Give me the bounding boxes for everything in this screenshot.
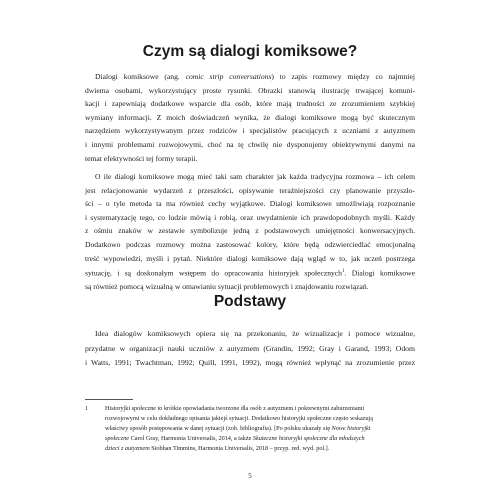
text-line: treść wypowiedzi, myśli i pytań. Niektóre dialogi komiksowe dają wgląd w to, jak uczeń postrzega bbox=[85, 253, 415, 263]
paragraph-basics bbox=[85, 327, 415, 371]
text-line bbox=[85, 265, 415, 280]
paragraph-definition bbox=[85, 70, 415, 165]
text-line: z ośmiu znaków w zestawie symbolizuje jedną z podstawowych umiejętności konwersacyjnych. bbox=[85, 226, 415, 236]
page-number: 5 bbox=[248, 472, 252, 480]
text-line: O ile dialogi komiksowe mogą mieć taki sam charakter jak każda tradycyjna rozmowa – ich celem bbox=[95, 172, 415, 181]
text-line: i systematyzację tego, co ludzie mówią i robią, oraz uwydatnienie ich prawdopodobnych myśli. Każdy bbox=[85, 212, 415, 222]
text-run: Carol Gray, Harmonia Universalis, 2014, a także bbox=[129, 435, 253, 442]
text-run: Siobhan Timmins, Harmonia Universalis, 2018 – przyp. red. wyd. pol.]. bbox=[149, 445, 330, 452]
book-title: Nowe historyjki bbox=[331, 425, 371, 432]
text-line: Dodatkowo podczas rozmowy można zastosować kolory, które będą odzwierciedlać emocjonalną bbox=[85, 239, 415, 249]
book-title: Skuteczne historyjki społeczne dla młodszych bbox=[252, 435, 365, 442]
text-line: dwiema osobami, wykorzystujący proste rysunki. Obrazki stanowią ilustrację trwającej komuni- bbox=[85, 85, 415, 95]
footnote-reference[interactable]: 1 bbox=[341, 269, 345, 275]
text-line: jest relacjonowanie wydarzeń z przeszłości, opisywanie teraźniejszości czy planowanie przyszło- bbox=[85, 185, 415, 195]
text-run: . Dialogi komiksowe bbox=[344, 268, 415, 278]
italic-term: comic strip conversations bbox=[185, 72, 272, 81]
section-heading-basics: Podstawy bbox=[213, 293, 287, 310]
paragraph-characteristics bbox=[85, 170, 415, 294]
book-title: społeczne bbox=[105, 435, 130, 442]
text-line: są również pomocą wizualną w omawianiu sytuacji problemowych i znajdowaniu rozwiązań. bbox=[85, 282, 369, 292]
footnote-divider bbox=[85, 399, 133, 400]
section-heading-what-are-comic-strip-conversations: Czym są dialogi komiksowe? bbox=[142, 43, 358, 60]
text-line bbox=[105, 434, 415, 444]
text-line: Historyjki społeczne to krótkie opowiadania tworzone dla osób z autyzmem i pokrewnymi zaburzeniami bbox=[105, 405, 365, 412]
text-line bbox=[85, 70, 415, 84]
text-line: i Watts, 1991; Twachtman, 1992; Quill, 1991, 1992), mogą również wpłynąć na zrozumienie przez bbox=[85, 358, 415, 367]
text-line bbox=[105, 424, 415, 434]
text-line: i innymi problemami rozwojowymi, choć na tę chwilę nie dysponujemy obiektywnymi danymi na bbox=[85, 139, 415, 149]
text-run: sytuację, i są doskonałym wstępem do opracowania historyjek społecznych bbox=[85, 268, 342, 278]
book-title: dzieci z autyzmem bbox=[105, 445, 150, 452]
text-line bbox=[105, 444, 415, 454]
text-line: rozwojowymi w celu dokładnego opisania jakiejś sytuacji. Dodatkowo historyjki społeczne często wskazują bbox=[105, 415, 374, 422]
text-line: narzędziem wykorzystywanym przez rodziców i specjalistów pracujących z uczniami z autyzmem bbox=[85, 126, 415, 136]
text-line: temat efektywności tej formy terapii. bbox=[85, 153, 198, 163]
text-line: kacji i zapewniają dodatkowe wsparcie dla osób, które mają trudności ze zrozumieniem szybkiej bbox=[85, 99, 415, 109]
text-line: przydatne w organizacji nauki uczniów z autyzmem (Grandin, 1992; Gray i Garand, 1993; Odom bbox=[85, 343, 415, 353]
text-line: ści – o tyle metoda ta ma również cechy wyjątkowe. Dialogi komiksowe umożliwiają rozpoznanie bbox=[85, 199, 415, 209]
text-run: Dialogi komiksowe (ang. bbox=[95, 72, 186, 81]
text-run: ) to zapis rozmowy między co najmniej bbox=[271, 72, 415, 81]
footnote-text bbox=[105, 404, 415, 454]
text-line: wymiany informacji. Z moich doświadczeń wynika, że dialogi komiksowe mogą być skutecznym bbox=[85, 112, 415, 122]
footnote-number: 1 bbox=[85, 405, 89, 412]
text-line: Idea dialogów komiksowych opiera się na przekonaniu, że wizualizacje i pomoce wizualne, bbox=[95, 329, 415, 338]
text-run: właściwy sposób postępowania w danej sytuacji (zob. bibliografia). [Po polsku ukazały się bbox=[105, 425, 332, 432]
